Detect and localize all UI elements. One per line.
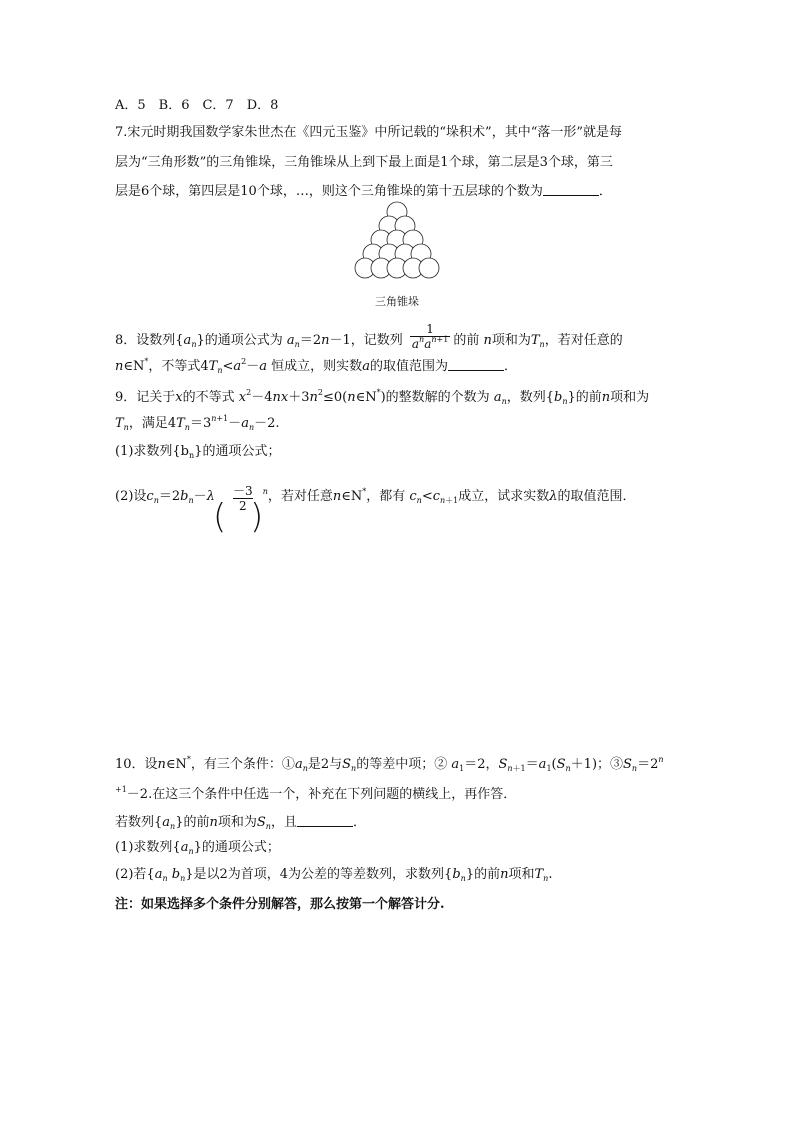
q10-note: 注：如果选择多个条件分别解答，那么按第一个解答计分. <box>115 897 445 912</box>
q10-part1: (1)求数列$\{a_n\}$的通项公式； <box>115 840 280 856</box>
right-paren: ) <box>250 497 264 537</box>
answer-blank[interactable] <box>297 814 353 827</box>
q8-line1: 8．设数列$\{a_n\}$的通项公式为 $a_n=2n-1$，记数列 $\frac{1}{a^na^{n+1}}$ 的前 n项和为$T_n$，若对任意的 <box>115 322 623 351</box>
figure-caption: 三角锥垛 <box>375 295 419 308</box>
q7-line3: 层是6个球，第四层是10个球，…，则这个三角锥垛的第十五层球的个数为 ． <box>115 184 612 199</box>
answer-blank[interactable] <box>448 358 504 371</box>
q9-line2: $T_n$，满足$4T_n=3^{n+1}-a_n-2$. <box>115 414 280 432</box>
q10-line1: 10．设n∈N*，有三个条件：$①a_n$是2与$S_n$的等差中项；② $a_1=2$，$S_{n+1}=a_1(S_n+1)$；$③S_n=2^n$ <box>115 755 664 773</box>
q9-line1: 9．记关于x的不等式 $x^2-4nx+3n^2\le 0(n\in N^*)$的整数解的个数为 $a_n$，数列$\{b_n\}$的前n项和为 <box>115 388 650 406</box>
q7-line2: 层为“三角形数”的三角锥垛，三角锥垛从上到下最上面是1个球，第二层是3个球，第三 <box>115 155 613 170</box>
q7-line1: 7.宋元时期我国数学家朱世杰在《四元玉鉴》中所记载的“垛积术”，其中“落一形”就是每 <box>115 125 622 140</box>
ball <box>419 258 439 278</box>
q10-part2: (2)若{$a_n$ $b_n$}是以2为首项，4为公差的等差数列，求数列$\{b_n\}$的前n项和$T_n$. <box>115 867 553 883</box>
answer-blank[interactable] <box>543 183 599 196</box>
left-paren: ( <box>213 497 227 537</box>
q8-line2: n∈N*，不等式$4T_n<a^2-a$ 恒成立，则实数a的取值范围为 ． <box>115 357 517 375</box>
q6-options: A．5 B．6 C．7 D．8 <box>115 98 279 113</box>
q9-part1: (1)求数列$\{b_n\}$的通项公式； <box>115 444 281 460</box>
q10-line2: $^{+1}$－2.在这三个条件中任选一个，补充在下列问题的横线上，再作答． <box>115 785 517 802</box>
q9-part2: (2)设$c_n=2b_n-\lambda$ $\frac{-3}{2}$ $^n$，若对任意n∈N*，都有 $c_n<c_{n+1}$成立，试求实数λ的取值范围． <box>115 484 636 513</box>
q10-line3: 若数列$\{a_n\}$的前n项和为$S_n$，且 ． <box>115 815 366 831</box>
pyramid-figure <box>354 200 440 282</box>
